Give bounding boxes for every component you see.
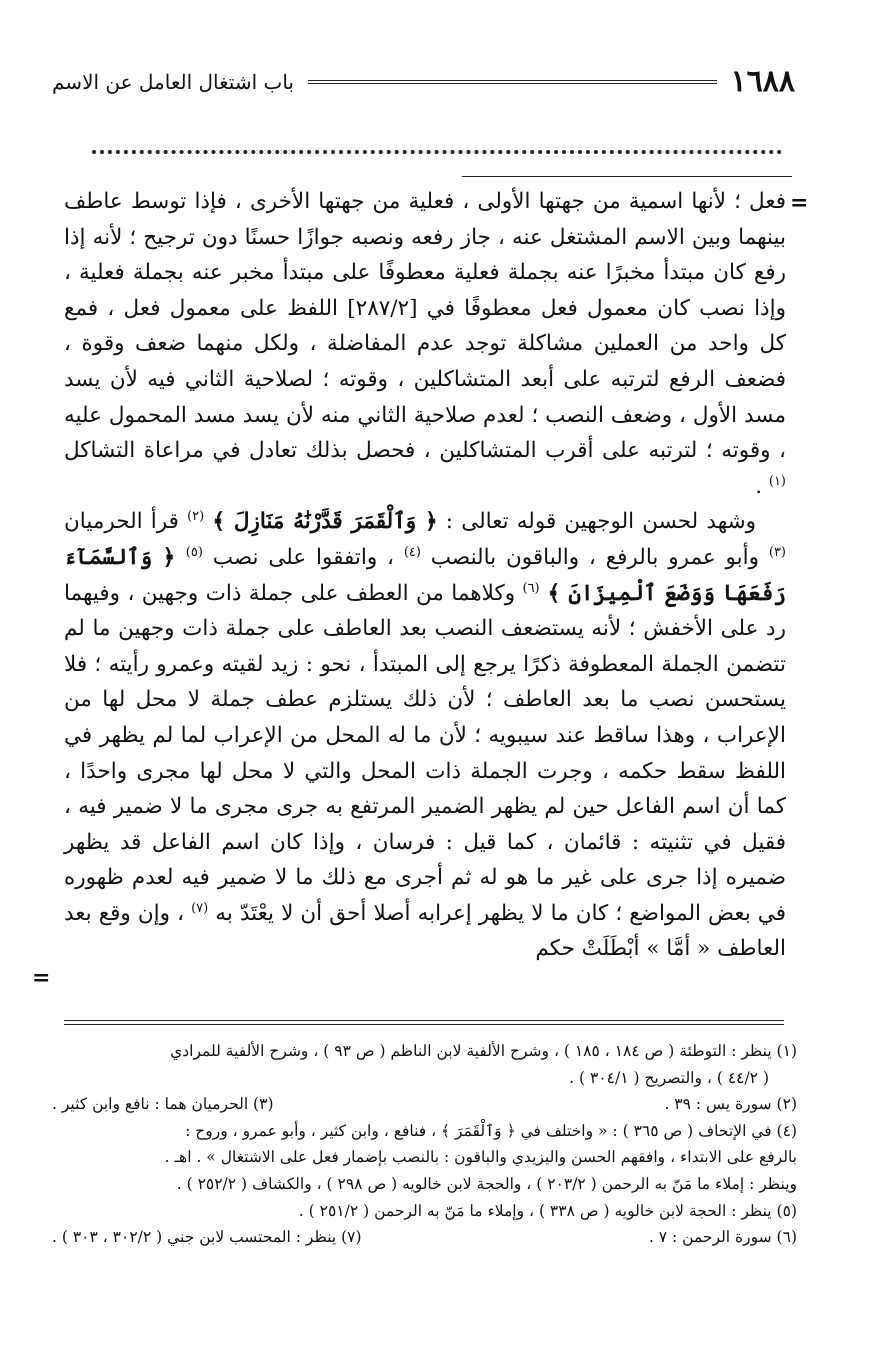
p2-text-2: قرأ الحرميان [64,509,188,535]
continuation-mark-end: = [32,965,51,991]
footnote-ref-4[interactable]: (٤) [403,544,421,560]
p2-text-6: ، وإن وقع بعد العاطف « أمَّا » أبْطَلَتْ حكم [64,900,786,962]
page-number: ١٦٨٨ [730,64,795,99]
quran-verse-1: ﴿ وَٱلْقَمَرَ قَدَّرْنَٰهُ مَنَازِلَ ﴾ [212,509,438,535]
paragraph-2 [64,504,786,967]
paragraph-1-text: فعل ؛ لأنها اسمية من جهتها الأولى ، فعلية من جهتها الأخرى ، فإذا توسط عاطف بينهما وبين الاسم المشتغل عنه ، جاز رفعه ونصبه جوازًا حسنًا دون ترجيح ؛ لأنه إذا رفع كان مبتدأ مخبرًا عنه بجملة فعلية معطوفًا على مبتدأ مخبر عنه بجملة فعلية ، وإذا نصب كان معمول فعل معطوفًا في [٢٨٧/٢] اللفظ على معمول فعل ، فمع كل واحد من العملين مشاكلة توجد عدم المفاضلة ، ولكل منهما ضعف وقوة ، فضعف الرفع لترتبه على أبعد المتشاكلين ، وقوته ؛ لصلاحية الثاني فيه لأن يسد مسد الأول ، وضعف النصب ؛ لعدم صلاحية الثاني منه لأن يسد مسد المحمول عليه ، وقوته ؛ لترتبه على أقرب المتشاكلين ، فحصل بذلك تعادل في مراعاة التشاكل [64,189,786,464]
footnote-row-6-7 [52,1224,797,1251]
footnote-ref-1[interactable]: (١) [768,473,786,489]
footnotes [52,1038,797,1251]
footnote-5: (٥) ينظر : الحجة لابن خالويه ( ص ٣٣٨ ) ، وإملاء ما مَنّ به الرحمن ( ٢٥١/٢ ) . [298,1201,797,1220]
running-header [52,62,795,102]
header-rule [308,80,717,84]
p2-text-1: وشهد لحسن الوجهين قوله تعالى : [437,509,757,535]
footnote-1: (١) ينظر : التوطئة ( ص ١٨٤ ، ١٨٥ ) ، وشرح الألفية لابن الناظم ( ص ٩٣ ) ، وشرح الألفية للمرادي [170,1042,797,1060]
footnote-4-cont-1: بالرفع على الابتداء ، وافقهم الحسن واليزيدي والباقون : بالنصب بإضمار فعل على الاشتغال » . اهـ . [164,1148,797,1167]
footnote-1-cont: ( ٤٤/٢ ) ، والتصريح ( ٣٠٤/١ ) . [569,1068,769,1087]
footnote-ref-6[interactable]: (٦) [522,580,540,596]
footnote-4: (٤) في الإتحاف ( ص ٣٦٥ ) : « واختلف في ﴿ وَٱلْقَمَرَ ﴾ ، فنافع ، وابن كثير ، وأبو عمرو ، وروح : [185,1121,797,1140]
footnote-ref-7[interactable]: (٧) [191,900,209,916]
p2-text-4: ، واتفقوا على نصب [202,544,404,570]
paragraph-1 [64,184,786,504]
footnote-2: (٢) سورة يس : ٣٩ . [664,1095,797,1114]
footnote-3: (٣) الحرميان هما : نافع وابن كثير . [52,1095,274,1114]
continuation-mark-start: = [790,190,809,216]
p2-text-5: وكلاهما من العطف على جملة ذات وجهين ، وفيهما رد على الأخفش ؛ لأنه يستضعف النصب بعد العاطف على جملة ذات وجهين ما لم تتضمن الجملة المعطوفة ذكرًا يرجع إلى المبتدأ ، نحو : زيد لقيته وعمرو رأيته ؛ فلا يستحسن نصب ما بعد العاطف ؛ لأن ذلك يستلزم عطف جملة لا محل لها من الإعراب ، وهذا ساقط عند سيبويه ؛ لأن ما له المحل من الإعراب لما لم يظهر في اللفظ سقط حكمه ، وجرت الجملة ذات المحل والتي لا محل لها مجرى واحدًا ، كما أن اسم الفاعل حين لم يظهر الضمير المرتفع به جرى مجرى ما لا ضمير فيه ، فقيل في تثنيته : قائمان ، كما قيل : فرسان ، وإذا كان اسم الفاعل قد يظهر ضميره إذا جرى على غير ما هو له ثم أجرى مع ذلك ما لا ضمير فيه لعدم ظهوره في بعض المواضع ؛ كان ما لا يظهر إعرابه أصلا أحق أن لا يعْتَدّ به [64,580,787,926]
paragraph-1-end: . [755,473,769,499]
footnote-row-2-3 [52,1091,797,1118]
footnote-4-cont-2: وينظر : إملاء ما مَنّ به الرحمن ( ٢٠٣/٢ ) ، والحجة لابن خالويه ( ص ٢٩٨ ) ، والكشاف ( ٢٥٢/٢ ) . [176,1174,797,1193]
continuation-rule [462,176,792,177]
footnote-ref-5[interactable]: (٥) [185,544,203,560]
main-text [64,184,786,967]
footnote-7: (٧) ينظر : المحتسب لابن جني ( ٣٠٢/٢ ، ٣٠٣ ) . [52,1228,362,1247]
dotted-separator [92,150,782,154]
p2-text-3: وأبو عمرو بالرفع ، والباقون بالنصب [420,544,769,570]
footnote-6: (٦) سورة الرحمن : ٧ . [648,1228,797,1247]
footnote-ref-3[interactable]: (٣) [768,544,786,560]
footnote-ref-2[interactable]: (٢) [187,509,205,525]
footnote-separator [64,1020,784,1025]
chapter-title: باب اشتغال العامل عن الاسم [52,70,294,94]
quran-verse-2: ﴿ وَٱلسَّمَآءَ رَفَعَهَا وَوَضَعَ ٱلْمِيزَانَ ﴾ [64,544,786,606]
